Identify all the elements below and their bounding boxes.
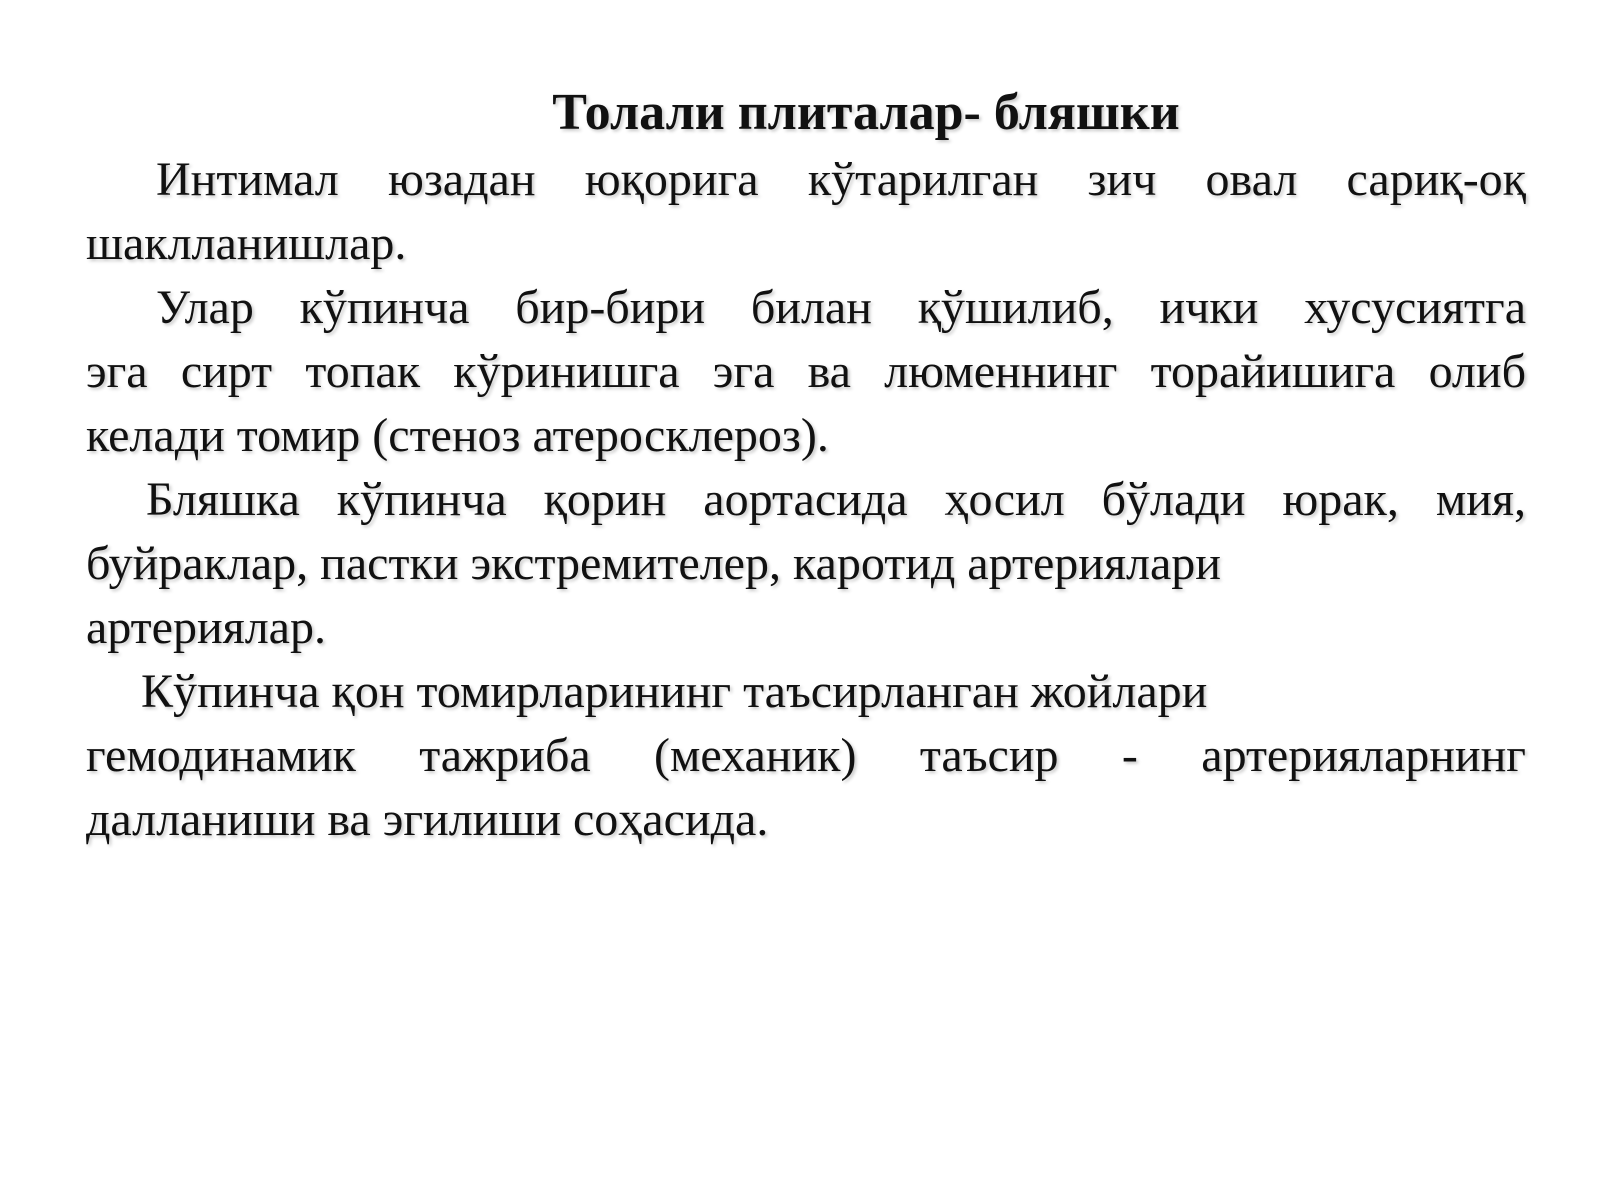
paragraph-1-line-2: шаклланишлар. xyxy=(86,217,407,270)
paragraph-3-line-2: буйраклар, пастки экстремителер, каротид артериялари xyxy=(86,537,1221,590)
paragraph-1-line-1: Интимал юзадан юқорига кўтарилган зич овал сариқ-оқ xyxy=(156,153,1526,206)
paragraph-4-line-2: гемодинамик тажриба (механик) таъсир - артерияларнинг xyxy=(86,729,1526,782)
paragraph-4-line-3: далланиши ва эгилиши соҳасида. xyxy=(86,793,769,846)
paragraph-4 xyxy=(86,660,1526,852)
paragraph-2 xyxy=(86,276,1526,468)
paragraph-3-line-3: артериялар. xyxy=(86,601,326,654)
paragraph-2-line-2: эга сирт топак кўринишга эга ва люменнинг торайишига олиб xyxy=(86,345,1526,398)
slide-text-block xyxy=(86,78,1526,852)
paragraph-4-line-1: Кўпинча қон томирларининг таъсирланган жойлари xyxy=(141,665,1208,718)
paragraph-3-line-1: Бляшка кўпинча қорин аортасида ҳосил бўлади юрак, мия, xyxy=(146,473,1526,526)
paragraph-3 xyxy=(86,468,1526,660)
slide-title: Толали плиталар- бляшки xyxy=(552,84,1180,141)
paragraph-2-line-3: келади томир (стеноз атеросклероз). xyxy=(86,409,829,462)
paragraph-2-line-1: Улар кўпинча бир-бири билан қўшилиб, ички хусусиятга xyxy=(156,281,1526,334)
paragraph-1 xyxy=(86,148,1526,276)
